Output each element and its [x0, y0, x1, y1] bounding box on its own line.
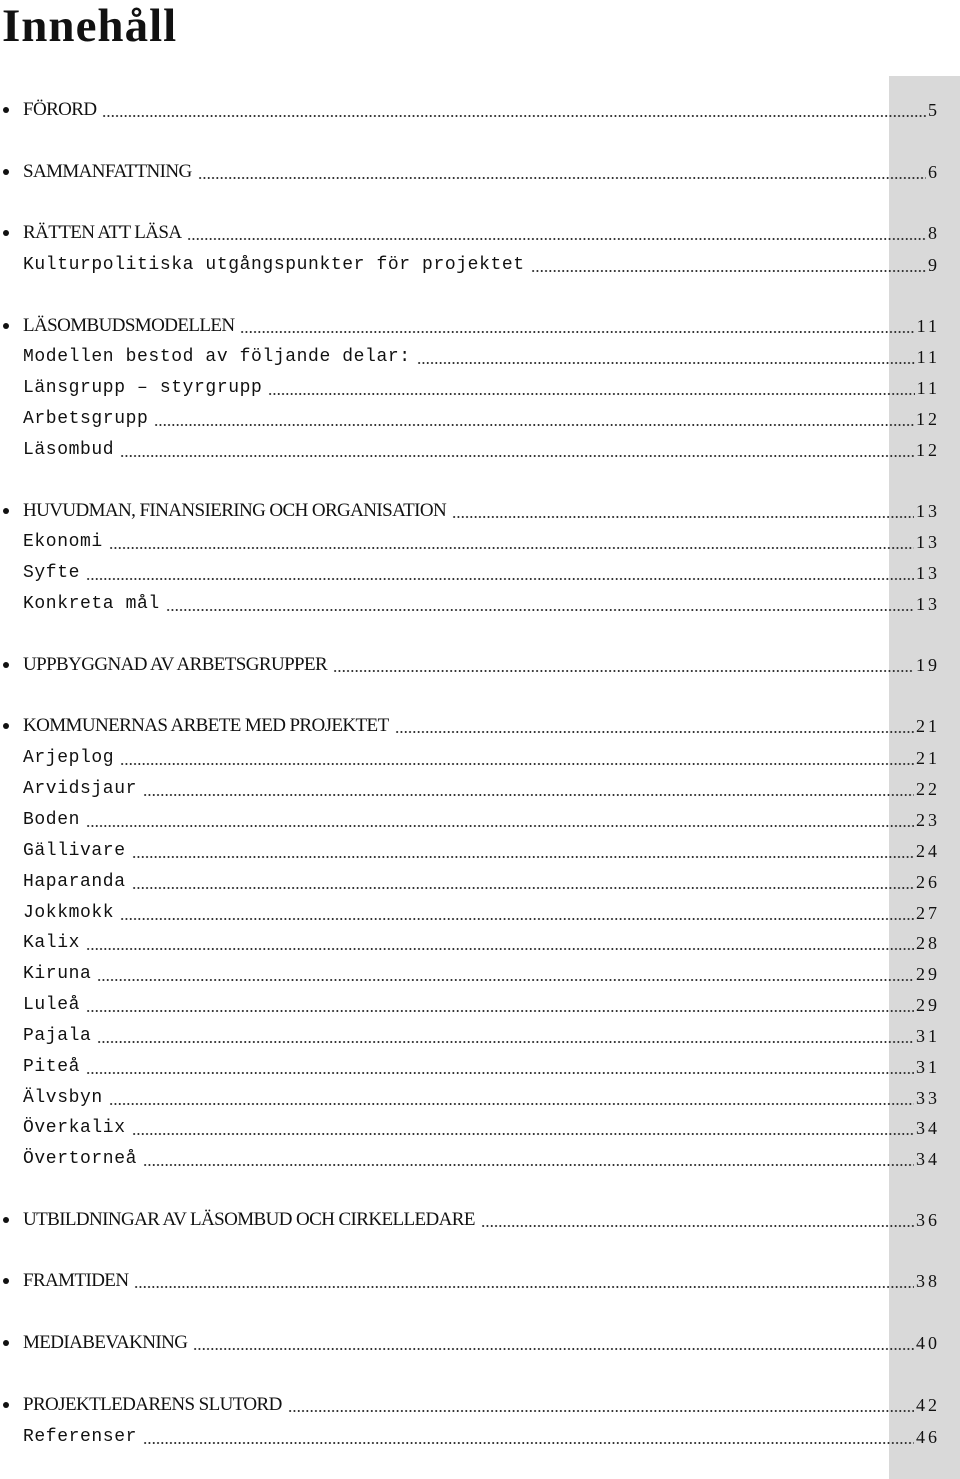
toc-entry-uppbyggnad-av-arbetsgrupper[interactable] [0, 652, 940, 678]
toc-page-number: 31 [916, 1026, 940, 1046]
dot-leader [132, 856, 914, 858]
toc-entry-projektledarens-slutord[interactable] [0, 1392, 940, 1418]
toc-page-number: 28 [916, 933, 940, 953]
toc-entry-title: Modellen bestod av följande delar: [23, 347, 411, 367]
toc-entry-title: Läsombud [23, 440, 115, 460]
bullet-icon [3, 1402, 9, 1408]
dot-leader [193, 1348, 914, 1350]
toc-page-number: 21 [916, 748, 940, 768]
toc-entry-title: UTBILDNINGAR AV LÄSOMBUD OCH CIRKELLEDARE [23, 1209, 475, 1230]
toc-entry-ekonomi[interactable] [0, 529, 940, 555]
bullet-icon [3, 230, 9, 236]
dot-leader [452, 516, 914, 518]
toc-entry-title: Haparanda [23, 872, 126, 892]
dot-leader [333, 670, 914, 672]
bullet-icon [3, 662, 9, 668]
toc-page-number: 29 [916, 995, 940, 1015]
toc-page-number: 27 [916, 903, 940, 923]
toc-entry-konkreta-mal[interactable] [0, 591, 940, 617]
dot-leader [120, 455, 914, 457]
toc-page-number: 13 [916, 501, 940, 521]
toc-entry-title: RÄTTEN ATT LÄSA [23, 222, 182, 243]
toc-entry-referenser[interactable] [0, 1424, 940, 1450]
toc-entry-title: KOMMUNERNAS ARBETE MED PROJEKTET [23, 715, 389, 736]
toc-entry-huvudman-finansiering-och-organisation[interactable] [0, 498, 940, 524]
toc-entry-lulea[interactable] [0, 992, 940, 1018]
toc-page-number: 36 [916, 1210, 940, 1230]
toc-entry-title: HUVUDMAN, FINANSIERING OCH ORGANISATION [23, 500, 447, 521]
toc-entry-title: Arvidsjaur [23, 779, 138, 799]
toc-entry-title: LÄSOMBUDSMODELLEN [23, 315, 235, 336]
dot-leader [417, 362, 915, 364]
toc-entry-jokkmokk[interactable] [0, 900, 940, 926]
dot-leader [86, 825, 914, 827]
toc-entry-overkalix[interactable] [0, 1115, 940, 1141]
toc-entry-title: Pajala [23, 1026, 92, 1046]
toc-page-number: 11 [916, 316, 940, 336]
toc-entry-title: Gällivare [23, 841, 126, 861]
toc-entry-title: Luleå [23, 995, 81, 1015]
toc-entry-title: SAMMANFATTNING [23, 161, 192, 182]
dot-leader [481, 1225, 914, 1227]
toc-page-number: 26 [916, 872, 940, 892]
toc-entry-title: Referenser [23, 1427, 138, 1447]
toc-entry-title: FRAMTIDEN [23, 1270, 129, 1291]
toc-page-number: 33 [916, 1088, 940, 1108]
dot-leader [120, 763, 914, 765]
toc-entry-title: Arbetsgrupp [23, 409, 149, 429]
toc-entry-title: Ekonomi [23, 532, 103, 552]
toc-page-number: 46 [916, 1427, 940, 1447]
toc-entry-haparanda[interactable] [0, 869, 940, 895]
dot-leader [143, 1164, 914, 1166]
toc-entry-framtiden[interactable] [0, 1268, 940, 1294]
bullet-icon [3, 323, 9, 329]
toc-entry-arbetsgrupp[interactable] [0, 406, 940, 432]
dot-leader [86, 1072, 914, 1074]
toc-entry-title: Jokkmokk [23, 903, 115, 923]
toc-entry-title: MEDIABEVAKNING [23, 1332, 188, 1353]
toc-entry-title: Övertorneå [23, 1149, 138, 1169]
toc-page-number: 22 [916, 779, 940, 799]
dot-leader [86, 948, 914, 950]
dot-leader [395, 731, 914, 733]
toc-page-number: 34 [916, 1118, 940, 1138]
dot-leader [143, 794, 914, 796]
toc-page-number: 24 [916, 841, 940, 861]
toc-entry-modellen-bestod-av-foljande-delar[interactable] [0, 344, 940, 370]
toc-entry-kiruna[interactable] [0, 961, 940, 987]
dot-leader [134, 1286, 914, 1288]
page-title: Innehåll [2, 0, 178, 52]
toc-entry-title: UPPBYGGNAD AV ARBETSGRUPPER [23, 654, 328, 675]
toc-entry-forord[interactable] [0, 97, 940, 123]
toc-entry-title: Överkalix [23, 1118, 126, 1138]
dot-leader [132, 1133, 914, 1135]
toc-page-number: 11 [916, 378, 940, 398]
bullet-icon [3, 508, 9, 514]
toc-page-number: 34 [916, 1149, 940, 1169]
toc-entry-pajala[interactable] [0, 1023, 940, 1049]
toc-entry-sammanfattning[interactable] [0, 159, 940, 185]
toc-entry-syfte[interactable] [0, 560, 940, 586]
toc-page-number: 12 [916, 440, 940, 460]
toc-page-number: 31 [916, 1057, 940, 1077]
toc-entry-lasombud[interactable] [0, 437, 940, 463]
toc-entry-title: Kulturpolitiska utgångspunkter för projektet [23, 255, 525, 275]
dot-leader [187, 238, 926, 240]
toc-entry-boden[interactable] [0, 807, 940, 833]
toc-entry-alvsbyn[interactable] [0, 1085, 940, 1111]
toc-entry-title: Piteå [23, 1057, 81, 1077]
dot-leader [97, 979, 914, 981]
toc-entry-lansgrupp-styrgrupp[interactable] [0, 375, 940, 401]
toc-entry-title: Kiruna [23, 964, 92, 984]
toc-entry-kulturpolitiska-utgangspunkter-for-projektet[interactable] [0, 252, 940, 278]
dot-leader [97, 1041, 914, 1043]
dot-leader [166, 609, 914, 611]
toc-page-number: 42 [916, 1395, 940, 1415]
bullet-icon [3, 107, 9, 113]
toc-entry-title: Älvsbyn [23, 1088, 103, 1108]
toc-entry-ratten-att-lasa[interactable] [0, 220, 940, 246]
dot-leader [154, 424, 914, 426]
dot-leader [240, 331, 914, 333]
toc-page-number: 6 [928, 162, 940, 182]
toc-page-number: 5 [928, 100, 940, 120]
dot-leader [120, 918, 914, 920]
toc-page-number: 21 [916, 716, 940, 736]
dot-leader [86, 1010, 914, 1012]
dot-leader [109, 547, 914, 549]
toc-entry-gallivare[interactable] [0, 838, 940, 864]
toc-page-number: 9 [928, 255, 940, 275]
toc-page-number: 19 [916, 655, 940, 675]
bullet-icon [3, 169, 9, 175]
toc-entry-title: Syfte [23, 563, 81, 583]
toc-entry-title: Arjeplog [23, 748, 115, 768]
toc-page-number: 29 [916, 964, 940, 984]
toc-entry-utbildningar-av-lasombud-och-cirkelledare[interactable] [0, 1207, 940, 1233]
toc-entry-arvidsjaur[interactable] [0, 776, 940, 802]
toc-entry-overtornea[interactable] [0, 1146, 940, 1172]
toc-page-number: 38 [916, 1271, 940, 1291]
bullet-icon [3, 1278, 9, 1284]
toc-entry-title: Länsgrupp – styrgrupp [23, 378, 263, 398]
dot-leader [531, 270, 926, 272]
toc-page-number: 12 [916, 409, 940, 429]
toc-entry-kalix[interactable] [0, 930, 940, 956]
toc-entry-title: Konkreta mål [23, 594, 160, 614]
dot-leader [132, 887, 914, 889]
toc-entry-arjeplog[interactable] [0, 745, 940, 771]
toc-entry-title: Boden [23, 810, 81, 830]
dot-leader [288, 1410, 914, 1412]
bullet-icon [3, 723, 9, 729]
toc-entry-mediabevakning[interactable] [0, 1330, 940, 1356]
toc-entry-title: PROJEKTLEDARENS SLUTORD [23, 1394, 282, 1415]
toc-page-number: 23 [916, 810, 940, 830]
toc-entry-kommunernas-arbete-med-projektet[interactable] [0, 713, 940, 739]
toc-page-number: 8 [928, 223, 940, 243]
dot-leader [268, 393, 914, 395]
toc-entry-title: FÖRORD [23, 99, 97, 120]
toc-page-number: 13 [916, 532, 940, 552]
toc-page-number: 13 [916, 594, 940, 614]
bullet-icon [3, 1340, 9, 1346]
dot-leader [109, 1103, 914, 1105]
toc-entry-lasombudsmodellen[interactable] [0, 313, 940, 339]
dot-leader [198, 177, 926, 179]
toc-page-number: 13 [916, 563, 940, 583]
dot-leader [102, 115, 926, 117]
dot-leader [143, 1442, 914, 1444]
toc-entry-title: Kalix [23, 933, 81, 953]
bullet-icon [3, 1217, 9, 1223]
toc-entry-pitea[interactable] [0, 1054, 940, 1080]
toc-page-number: 11 [916, 347, 940, 367]
toc-page-number: 40 [916, 1333, 940, 1353]
dot-leader [86, 578, 914, 580]
